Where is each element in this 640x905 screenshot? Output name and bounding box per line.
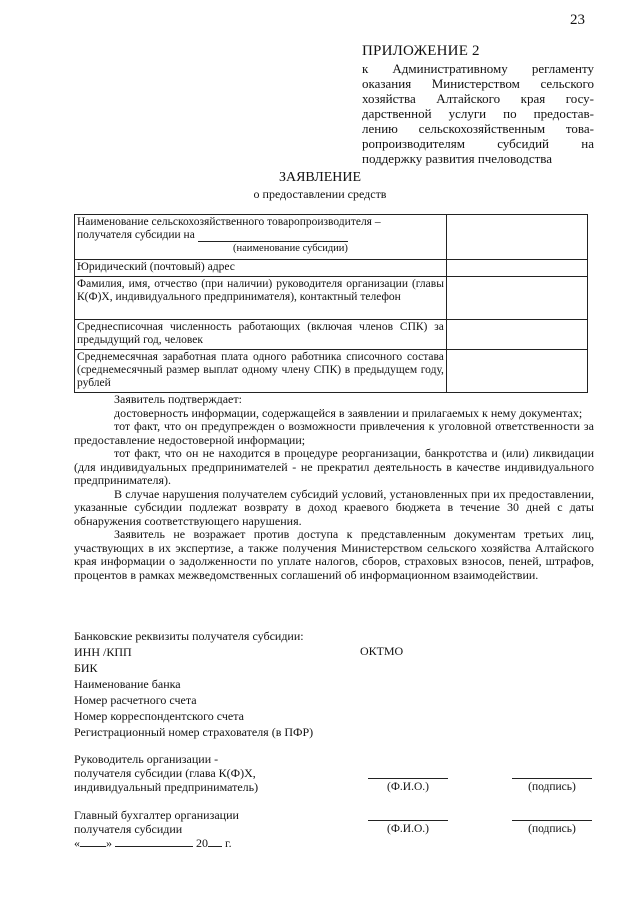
appendix-header <box>362 44 594 166</box>
head-fio-line[interactable] <box>368 778 448 779</box>
head-signature-block: Руководитель организации - получателя субсидии (глава К(Ф)Х, индивидуальный предприниматель) <box>74 752 259 794</box>
form-label: Юридический (почтовый) адрес <box>75 260 447 277</box>
appendix-line: лению сельскохозяйственным това- <box>362 121 594 136</box>
table-row <box>75 277 588 320</box>
paragraph: достоверность информации, содержащейся в заявлении и прилагаемых к нему документах; <box>114 405 583 420</box>
document-title: ЗАЯВЛЕНИЕ <box>278 170 362 185</box>
corr-account-label: Номер корреспондентского счета <box>74 709 244 723</box>
appendix-title: ПРИЛОЖЕНИЕ 2 <box>362 43 480 59</box>
paragraph: В случае нарушения получателем субсидий условий, установленных при их предоставлении, указанные субсидии подлежат возврату в доход краевого бюджета в течение 30 дней с даты обнаружения соответствующего нарушения. <box>74 486 594 528</box>
subsidy-name-line <box>198 230 348 242</box>
account-label: Номер расчетного счета <box>74 693 197 707</box>
form-value-cell[interactable] <box>446 215 587 260</box>
form-label: Среднемесячная заработная плата одного работника списочного состава (среднемесячный размер выплат одному члену СПК) в предыдущем году, рублей <box>75 350 447 393</box>
appendix-line: к Административному регламенту <box>362 61 594 76</box>
form-value-cell[interactable] <box>446 320 587 350</box>
accountant-fio-line[interactable] <box>368 820 448 821</box>
bank-details <box>74 628 594 740</box>
signature-caption: (подпись) <box>528 781 576 793</box>
bank-heading: Банковские реквизиты получателя субсидии: <box>74 629 304 643</box>
appendix-line: оказания Министерством сельского <box>362 76 594 91</box>
appendix-line: дарственной услуги по предостав- <box>362 106 594 121</box>
appendix-line: ропроизводителям субсидий на <box>362 136 594 151</box>
head-signature-line[interactable] <box>512 778 592 779</box>
paragraph: тот факт, что он предупрежден о возможности привлечения к уголовной ответственности за предоставление недостоверной информации; <box>74 419 594 447</box>
form-label: Наименование сельскохозяйственного товаропроизводителя – получателя субсидии на (наименование субсидии) <box>75 215 447 260</box>
paragraph: тот факт, что он не находится в процедуре реорганизации, банкротства и (или) ликвидации (для индивидуальных предпринимателей - не прекратил деятельность в качестве индивидуального предпринимателя). <box>74 446 594 487</box>
inn-kpp-label: ИНН /КПП <box>74 645 132 659</box>
form-value-cell[interactable] <box>446 277 587 320</box>
application-form-table <box>74 214 588 393</box>
fio-caption: (Ф.И.О.) <box>387 823 429 835</box>
page-number: 23 <box>570 12 585 28</box>
declaration-text <box>74 393 594 582</box>
accountant-signature-line[interactable] <box>512 820 592 821</box>
form-label: Фамилия, имя, отчество (при наличии) руководителя организации (главы К(Ф)Х, индивидуального предпринимателя), контактный телефон <box>75 277 447 320</box>
form-label: Среднесписочная численность работающих (включая членов СПК) за предыдущий год, человек <box>75 320 447 350</box>
fio-caption: (Ф.И.О.) <box>387 781 429 793</box>
month-line[interactable] <box>115 836 193 847</box>
signature-caption: (подпись) <box>528 823 576 835</box>
document-subtitle: о предоставлении средств <box>253 187 387 201</box>
day-line[interactable] <box>80 836 106 847</box>
paragraph: Заявитель подтверждает: <box>114 392 242 406</box>
accountant-signature-block: Главный бухгалтер организации получателя субсидии « » 20 г. <box>74 808 239 850</box>
bank-name-label: Наименование банка <box>74 677 181 691</box>
form-value-cell[interactable] <box>446 350 587 393</box>
paragraph: Заявитель не возражает против доступа к представленным документам третьих лиц, участвующих в их экспертизе, а также получения Министерством сельского хозяйства Алтайского края информации о задолженности по уплате налогов, сборов, страховых взносов, пеней, штрафов, процентов в рамках межведомственных соглашений об информационном взаимодействии. <box>74 527 594 582</box>
oktmo-label: ОКТМО <box>360 644 404 658</box>
table-row <box>75 350 588 393</box>
form-value-cell[interactable] <box>446 260 587 277</box>
appendix-line: хозяйства Алтайского края госу- <box>362 91 594 106</box>
subsidy-name-caption: (наименование субсидии) <box>233 243 348 254</box>
table-row <box>75 260 588 277</box>
table-row <box>75 320 588 350</box>
appendix-line: поддержку развития пчеловодства <box>362 151 553 166</box>
date-field: « » 20 г. <box>74 836 232 850</box>
table-row <box>75 215 588 260</box>
pfr-reg-label: Регистрационный номер страхователя (в ПФР) <box>74 725 314 739</box>
bik-label: БИК <box>74 661 98 675</box>
year-line[interactable] <box>208 836 222 847</box>
